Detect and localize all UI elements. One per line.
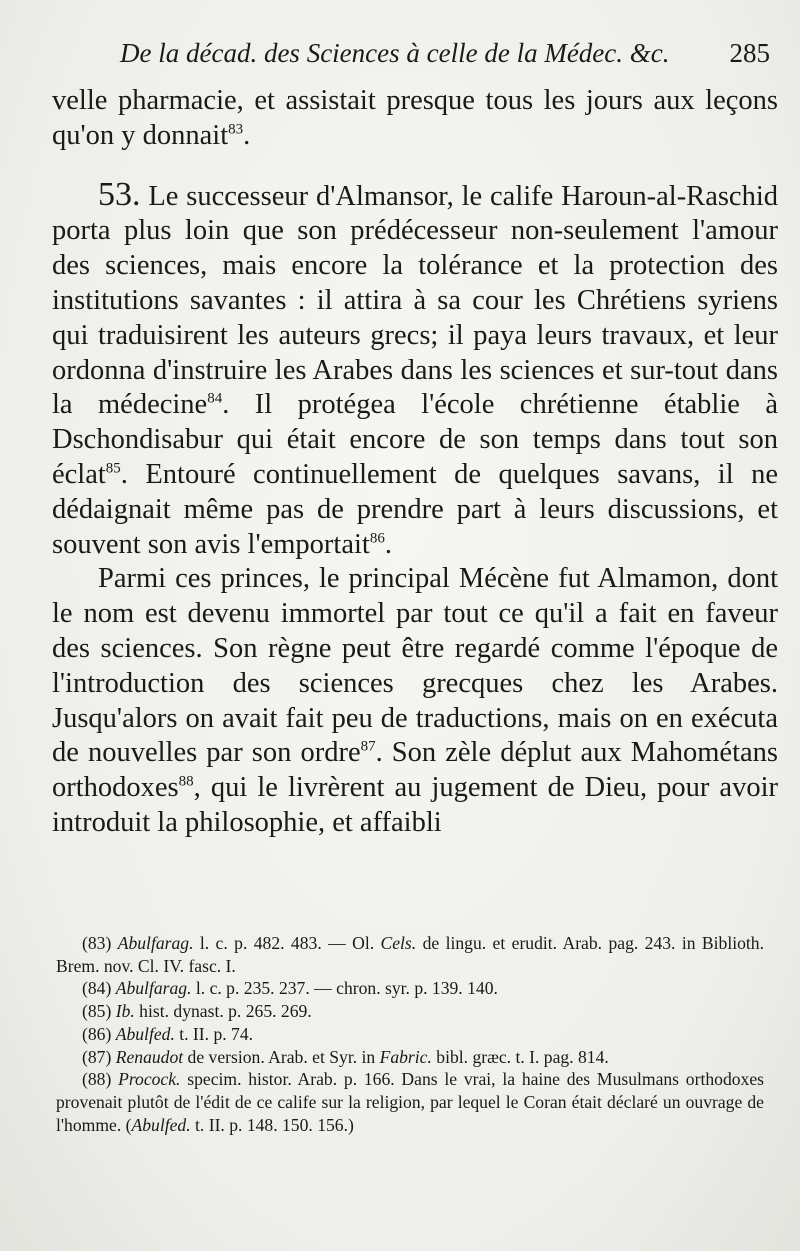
- footnote-ref-88[interactable]: 88: [178, 773, 194, 790]
- paragraph-number: 53.: [98, 175, 141, 213]
- footnote-83: (83) Abulfarag. l. c. p. 482. 483. — Ol. Cels. de lingu. et erudit. Arab. pag. 243. in Biblioth. Brem. nov. Cl. IV. fasc. I.: [56, 933, 764, 976]
- footnote-ref-86[interactable]: 86: [369, 530, 385, 547]
- footnote-ref-87[interactable]: 87: [360, 738, 376, 755]
- paragraph-almamon: Parmi ces princes, le principal Mécène fut Almamon, dont le nom est devenu immortel par tout ce qu'il a fait en faveur des sciences. Son règne peut être regardé comme l'époque de l'introduction des sciences grecques chez les Arabes. Jusqu'alors on avait fait peu de traductions, mais on en exécuta de nouvelles par son ordre$^{87}$. Son zèle déplut aux Mahométans orthodoxes$^{88}$, qui le livrèrent au jugement de Dieu, pour avoir introduit la philosophie, et affaibli: [52, 563, 778, 838]
- footnote-88: (88) Procock. specim. histor. Arab. p. 166. Dans le vrai, la haine des Musulmans orthodoxes provenait plutôt de l'édit de ce calife sur la religion, par lequel le Coran était déclaré un ouvrage de l'homme. (Abulfed. t. II. p. 148. 150. 156.): [56, 1069, 764, 1135]
- footnotes: [56, 932, 764, 1136]
- paragraph-continuation: velle pharmacie, et assistait presque tous les jours aux leçons qu'on y donnait$^{83}$.: [52, 85, 778, 151]
- main-text: [52, 84, 778, 841]
- footnote-ref-84[interactable]: 84: [207, 390, 223, 407]
- footnote-85: (85) Ib. hist. dynast. p. 265. 269.: [82, 1001, 312, 1022]
- footnote-84: (84) Abulfarag. l. c. p. 235. 237. — chron. syr. p. 139. 140.: [82, 978, 498, 999]
- footnote-86: (86) Abulfed. t. II. p. 74.: [82, 1023, 254, 1044]
- footnote-87: (87) Renaudot de version. Arab. et Syr. in Fabric. bibl. græc. t. I. pag. 814.: [82, 1046, 609, 1067]
- paragraph-53: 53. Le successeur d'Almansor, le calife Haroun-al-Raschid porta plus loin que son prédécesseur non-seulement l'amour des sciences, mais encore la tolérance et la protection des institutions savantes : il attira à sa cour les Chrétiens syriens qui traduisirent les auteurs grecs; il paya leurs travaux, et leur ordonna d'instruire les Arabes dans les sciences et sur-tout dans la médecine$^{84}$. Il protégea l'école chrétienne établie à Dschondisabur qui était encore de son temps dans tout son éclat$^{85}$. Entouré continuellement de quelques savans, il ne dédaignait même pas de prendre part à leurs discussions, et souvent son avis l'emportait$^{86}$.: [52, 175, 779, 560]
- footnote-ref-85[interactable]: 85: [105, 460, 121, 477]
- running-header: [120, 38, 770, 78]
- running-title: De la décad. des Sciences à celle de la Médec. &c.: [120, 38, 670, 68]
- footnote-ref-83[interactable]: 83: [228, 121, 244, 138]
- page-number: 285: [729, 38, 770, 68]
